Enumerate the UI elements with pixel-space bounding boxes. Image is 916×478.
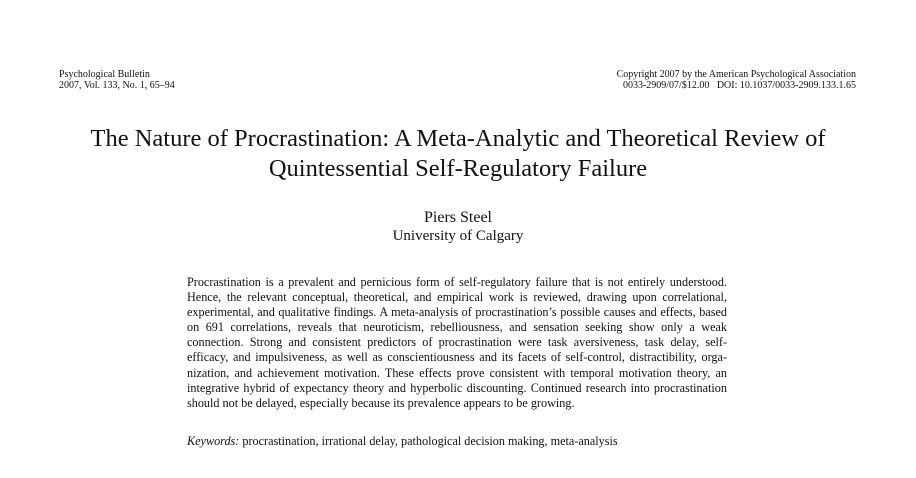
paper-title [0,124,916,184]
abstract-line: experimental, and qualitative findings. A meta-analysis of procrastination’s possible causes and effects, based [187,305,727,320]
abstract-line: on 691 correlations, reveals that neuroticism, rebelliousness, and sensation seeking show only a weak [187,320,727,335]
abstract-line: Procrastination is a prevalent and pernicious form of self-regulatory failure that is not entirely understood. [187,275,727,289]
abstract [187,275,727,411]
keywords [187,434,618,449]
abstract-line: Hence, the relevant conceptual, theoretical, and empirical work is reviewed, drawing upon correlational, [187,290,727,305]
journal-issue: 2007, Vol. 133, No. 1, 65–94 [59,80,175,91]
title-line-2: Quintessential Self-Regulatory Failure [268,155,648,182]
journal-name: Psychological Bulletin [59,69,150,80]
abstract-line: should not be delayed, especially because its prevalence appears to be growing. [187,395,575,410]
copyright-notice: Copyright 2007 by the American Psychological Association [616,69,856,80]
abstract-line: efficacy, and impulsiveness, as well as conscientiousness and its facets of self-control, distractibility, orga- [187,350,727,365]
doi-line: 0033-2909/07/$12.00 DOI: 10.1037/0033-2909.133.1.65 [622,80,856,91]
copyright-block [617,69,856,91]
author-name: Piers Steel [424,209,492,226]
title-line-1: The Nature of Procrastination: A Meta-Analytic and Theoretical Review of [90,125,826,152]
abstract-line: integrative hybrid of expectancy theory and hyperbolic discounting. Continued research into procrastination [187,380,727,395]
abstract-line: connection. Strong and consistent predictors of procrastination were task aversiveness, task delay, self- [187,335,727,350]
keywords-text: procrastination, irrational delay, pathological decision making, meta-analysis [242,434,618,448]
abstract-line: nization, and achievement motivation. These effects prove consistent with temporal motivation theory, an [187,365,727,380]
journal-citation [59,69,175,91]
author-affiliation: University of Calgary [392,228,524,244]
author-block [0,208,916,245]
keywords-label: Keywords: [187,434,240,448]
